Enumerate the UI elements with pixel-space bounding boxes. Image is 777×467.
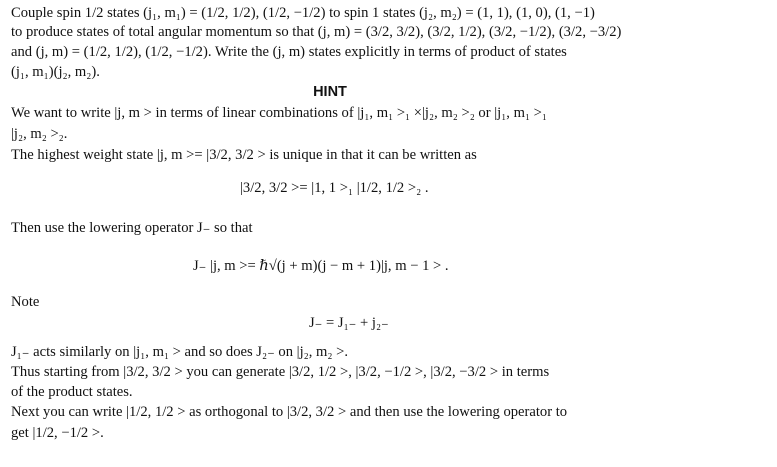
note-line-2: Thus starting from |3/2, 3/2 > you can generate |3/2, 1/2 >, |3/2, −1/2 >, |3/2, −3/2 > in terms bbox=[11, 364, 550, 380]
problem-line-2: to produce states of total angular momentum so that (j, m) = (3/2, 3/2), (3/2, 1/2), (3/2, −1/2), (3/2, −3/2) bbox=[11, 24, 622, 40]
equation-total-lowering: J₋ = J₁₋ + j₂₋ bbox=[309, 315, 389, 331]
hint-line-4: Then use the lowering operator J₋ so that bbox=[11, 220, 253, 236]
note-line-5: get |1/2, −1/2 >. bbox=[11, 425, 104, 441]
hint-heading: HINT bbox=[313, 84, 347, 100]
note-line-4: Next you can write |1/2, 1/2 > as orthogonal to |3/2, 3/2 > and then use the lowering operator to bbox=[11, 404, 568, 420]
problem-line-4: (j₁, m₁)(j₂, m₂). bbox=[11, 64, 100, 80]
note-line-1: J₁₋ acts similarly on |j₁, m₁ > and so does J₂₋ on |j₂, m₂ >. bbox=[11, 344, 348, 360]
note-line-3: of the product states. bbox=[11, 384, 133, 400]
problem-line-1: Couple spin 1/2 states (j₁, m₁) = (1/2, 1/2), (1/2, −1/2) to spin 1 states (j₂, m₂) = (1, 1), (1, 0), (1, −1) bbox=[11, 5, 595, 21]
equation-lowering: J₋ |j, m >= ℏ√(j + m)(j − m + 1)|j, m − 1 > . bbox=[193, 258, 449, 274]
note-label: Note bbox=[11, 294, 40, 310]
problem-line-3: and (j, m) = (1/2, 1/2), (1/2, −1/2). Write the (j, m) states explicitly in terms of product of states bbox=[11, 44, 567, 60]
hint-line-2: |j₂, m₂ >₂. bbox=[11, 126, 68, 142]
hint-line-3: The highest weight state |j, m >= |3/2, 3/2 > is unique in that it can be written as bbox=[11, 147, 477, 163]
hint-line-1: We want to write |j, m > in terms of linear combinations of |j₁, m₁ >₁ ×|j₂, m₂ >₂ or |j₁, m₁ >₁ bbox=[11, 105, 547, 121]
equation-highest-weight: |3/2, 3/2 >= |1, 1 >₁ |1/2, 1/2 >₂ . bbox=[240, 180, 429, 196]
